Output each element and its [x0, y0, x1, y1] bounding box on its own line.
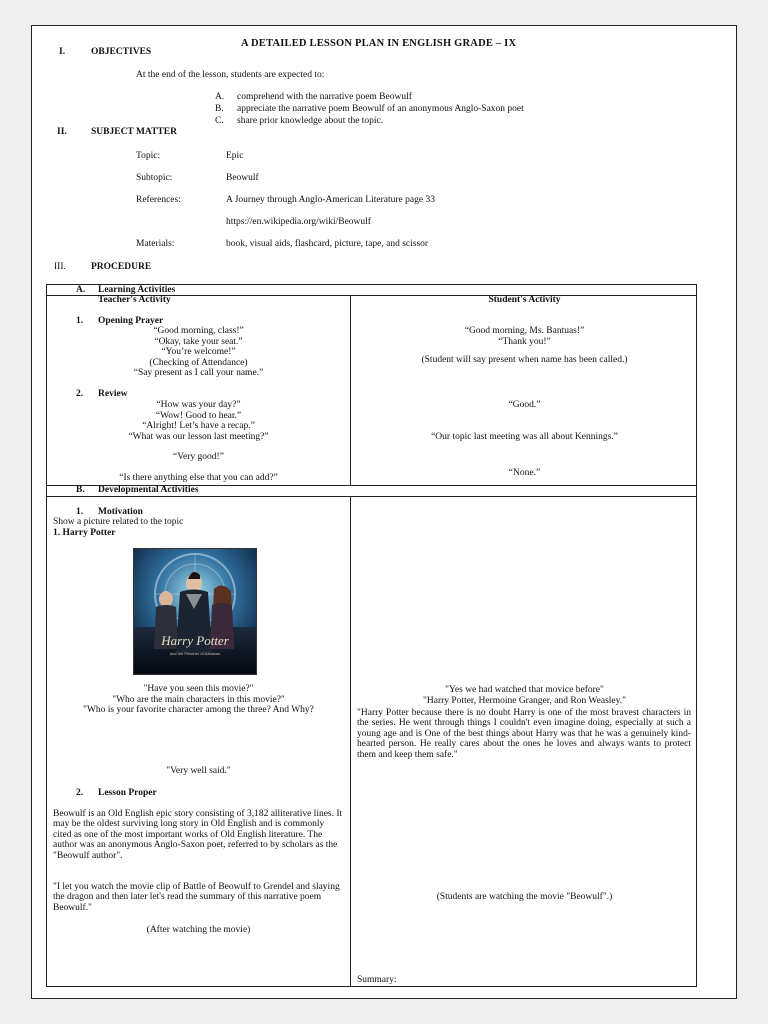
teacher-well-said: "Very well said.": [166, 766, 231, 776]
teacher-line: “What was our lesson last meeting?”: [128, 431, 269, 442]
section-heading-subject-matter: SUBJECT MATTER: [91, 127, 177, 137]
teacher-line: (Checking of Attendance): [149, 357, 248, 368]
teacher-line: "Who are the main characters in this movie?": [112, 694, 285, 705]
opening-prayer-heading: Opening Prayer: [98, 316, 164, 326]
item-number: 2.: [76, 788, 84, 798]
teacher-review-lines: [47, 400, 350, 484]
objective-text: comprehend with the narrative poem Beowulf: [237, 92, 412, 102]
student-line: (Student will say present when name has been called.): [421, 355, 628, 366]
subject-value: book, visual aids, flashcard, picture, tape, and scissor: [226, 239, 429, 249]
student-activity-header: Student's Activity: [488, 295, 561, 305]
section-heading-procedure: PROCEDURE: [91, 262, 152, 272]
student-line: “Our topic last meeting was all about Kennings.”: [431, 431, 618, 442]
teacher-line: "Have you seen this movie?": [143, 684, 254, 694]
subject-label: References:: [136, 195, 181, 205]
motivation-heading: Motivation: [98, 507, 143, 517]
after-watching-note: (After watching the movie): [146, 925, 251, 935]
student-line: “Good.”: [508, 400, 541, 410]
objective-text: appreciate the narrative poem Beowulf of an anonymous Anglo-Saxon poet: [237, 104, 524, 114]
teacher-line: “Is there anything else that you can add?”: [119, 472, 278, 483]
row-a-letter: A.: [76, 285, 86, 295]
student-watching-note: (Students are watching the movie "Beowulf".): [436, 892, 613, 902]
student-line: "Harry Potter, Hermoine Granger, and Ron Weasley.": [422, 695, 627, 706]
student-prayer-lines: [351, 326, 698, 366]
poster-subtitle: and the Prisoner of Azkaban: [169, 651, 221, 656]
lesson-proper-heading: Lesson Proper: [98, 788, 157, 798]
item-number: 1.: [76, 316, 84, 326]
objective-text: share prior knowledge about the topic.: [237, 116, 384, 126]
page-title: A DETAILED LESSON PLAN IN ENGLISH GRADE – IX: [241, 38, 517, 49]
row-b-letter: B.: [76, 485, 85, 495]
teacher-line: “Say present as I call your name.”: [133, 368, 264, 379]
objective-letter: B.: [215, 104, 224, 114]
section-heading-objectives: OBJECTIVES: [91, 47, 152, 57]
student-favorite-answer: "Harry Potter because there is no doubt Harry is one of the most bravest characters in the series. He went through things I couldn't even imagine doing, especially at such a young age and is One of the best things about Harry was that he was a genuinely kind-hearted person. He really cares about the ones he loves and always wants to protect them and keep them safe.": [357, 708, 691, 760]
teacher-motivation-lines: [47, 684, 350, 716]
objective-letter: C.: [215, 116, 224, 126]
teacher-line: “Wow! Good to hear.”: [155, 410, 242, 421]
item-number: 2.: [76, 389, 84, 399]
table-rule: [47, 496, 696, 497]
review-heading: Review: [98, 389, 128, 399]
poster-title: Harry Potter: [161, 633, 229, 648]
student-line: “Thank you!”: [498, 336, 551, 347]
lesson-instruction: "I let you watch the movie clip of Battle of Beowulf to Grendel and slaying the dragon and then later let's read the summary of this narrative poem Beowulf.": [53, 882, 340, 913]
document-page: [31, 25, 737, 999]
subject-label: Topic:: [136, 151, 161, 161]
subject-value: A Journey through Anglo-American Literature page 33: [226, 195, 435, 205]
teacher-activity-header: Teacher's Activity: [98, 295, 171, 305]
teacher-line: "Who is your favorite character among the three? And Why?: [83, 705, 314, 716]
harry-potter-subheading: 1. Harry Potter: [53, 528, 116, 538]
student-line: “None.”: [508, 468, 541, 479]
section-number: III.: [54, 262, 66, 272]
student-review-lines: [351, 400, 698, 479]
teacher-line: “You’re welcome!”: [161, 347, 236, 358]
teacher-line: “Okay, take your seat.”: [154, 336, 243, 347]
objectives-intro: At the end of the lesson, students are expected to:: [136, 70, 325, 80]
teacher-line: “Very good!”: [173, 452, 224, 463]
row-a-label: Learning Activities: [98, 285, 176, 295]
column-divider: [350, 496, 351, 986]
teacher-prayer-lines: [47, 326, 350, 379]
motivation-intro: Show a picture related to the topic: [53, 517, 184, 527]
lesson-paragraph: Beowulf is an Old English epic story consisting of 3,182 alliterative lines. It may be the oldest surviving long story in Old English and is commonly cited as one of the most important works of Old English literature. The author was an anonymous Anglo-Saxon poet, referred to by scholars as the "Beowulf author".: [53, 809, 343, 861]
row-b-label: Developmental Activities: [98, 485, 199, 495]
subject-label: Materials:: [136, 239, 175, 249]
student-motivation-lines: [351, 685, 698, 706]
subject-value: Epic: [226, 151, 244, 161]
procedure-table: [46, 284, 697, 987]
movie-poster-image: [133, 548, 257, 675]
subject-label: Subtopic:: [136, 173, 173, 183]
student-line: "Yes we had watched that movice before": [445, 685, 604, 695]
reference-url[interactable]: https://en.wikipedia.org/wiki/Beowulf: [226, 217, 371, 227]
objective-letter: A.: [215, 92, 225, 102]
teacher-line: “Good morning, class!”: [153, 326, 244, 336]
summary-label: Summary:: [357, 975, 397, 985]
teacher-line: “Alright! Let’s have a recap.”: [142, 421, 255, 432]
section-number: I.: [59, 47, 66, 57]
poster-artwork: [134, 549, 256, 674]
teacher-line: “How was your day?”: [156, 400, 241, 410]
subject-value: Beowulf: [226, 173, 259, 183]
section-number: II.: [57, 127, 67, 137]
item-number: 1.: [76, 507, 84, 517]
student-line: “Good morning, Ms. Bantuas!”: [464, 326, 585, 336]
